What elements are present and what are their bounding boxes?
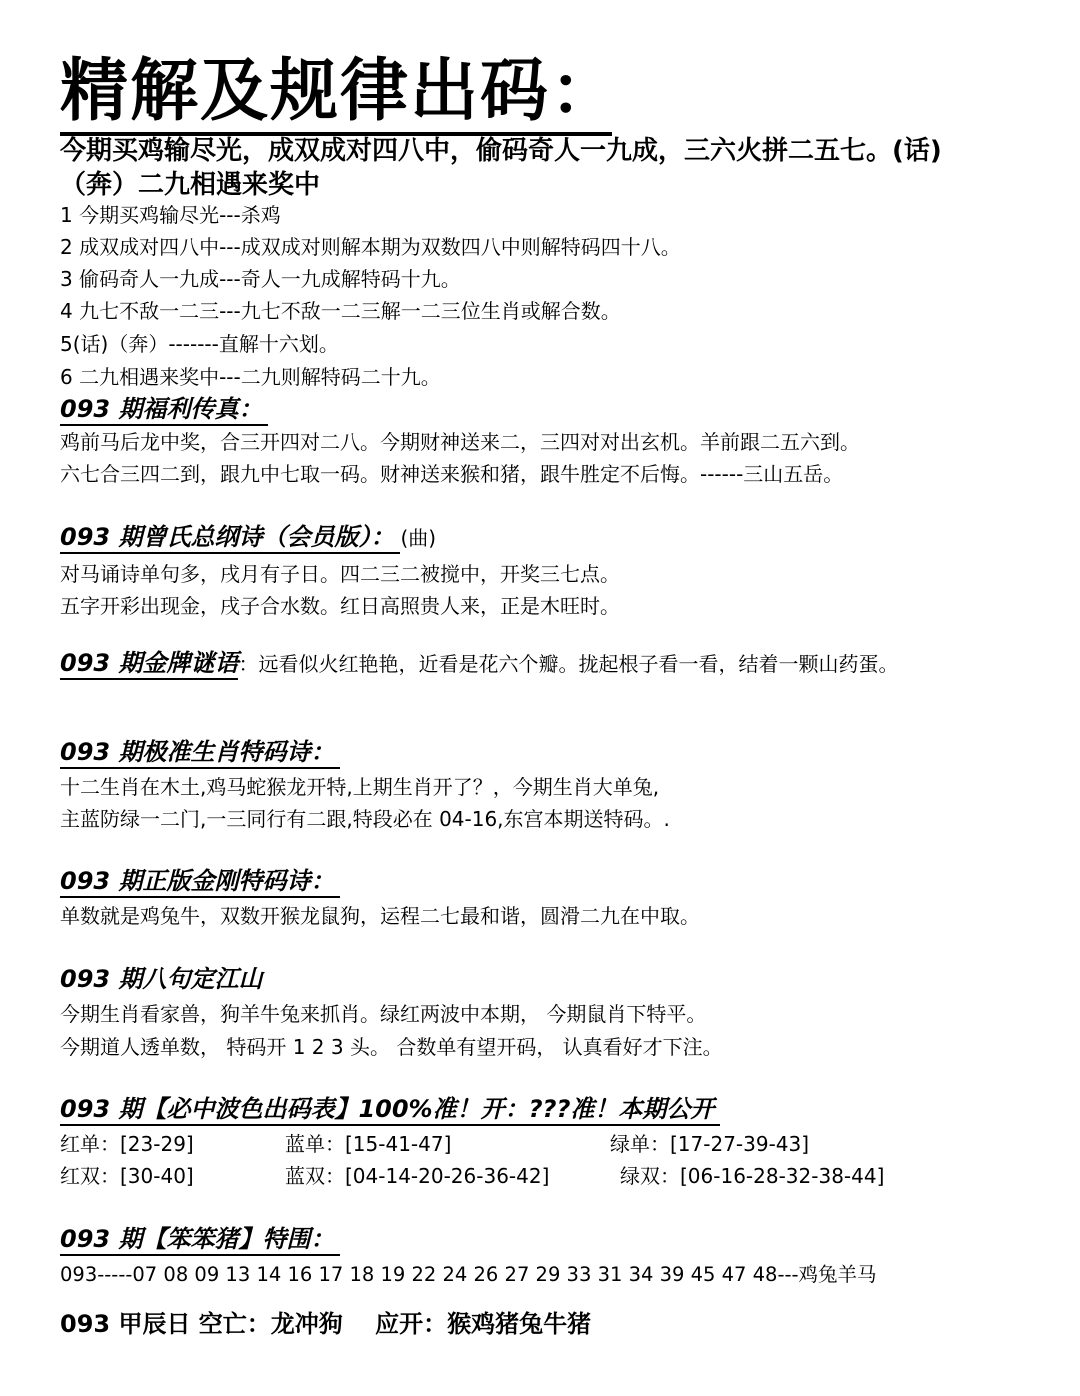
poem-line-2: （奔）二九相遇来奖中 <box>60 170 321 200</box>
riddle-row <box>60 648 898 680</box>
explain-line: 4 九七不敌一二三---九七不敌一二三解一二三位生肖或解合数。 <box>60 299 621 323</box>
blue-double: 蓝双：[04-14-20-26-36-42] <box>285 1164 550 1188</box>
bajv-line: 今期道人透单数， 特码开 1 2 3 头。 合数单有望开码， 认真看好才下注。 <box>60 1035 723 1059</box>
bajv-heading: 093 期八句定江山 <box>60 965 263 993</box>
footer-line: 093 甲辰日 空亡：龙冲狗 应开：猴鸡猪兔牛猪 <box>60 1310 592 1338</box>
riddle-heading: 093 期金牌谜语 <box>60 648 238 680</box>
explain-line: 6 二九相遇来奖中---二九则解特码二十九。 <box>60 365 441 389</box>
benzhu-heading: 093 期【笨笨猪】特围： <box>60 1224 340 1256</box>
explain-line: 5(话)（奔）-------直解十六划。 <box>60 332 339 356</box>
jingang-heading: 093 期正版金刚特码诗： <box>60 866 340 898</box>
red-double: 红双：[30-40] <box>60 1164 194 1188</box>
bajv-line: 今期生肖看家兽，狗羊牛兔来抓肖。绿红两波中本期， 今期鼠肖下特平。 <box>60 1002 707 1026</box>
cut-off-text-row <box>60 1066 680 1074</box>
blue-single: 蓝单：[15-41-47] <box>285 1132 452 1156</box>
jizhun-line: 主蓝防绿一二门,一三同行有二跟,特段必在 04-16,东宫本期送特码。. <box>60 807 670 831</box>
fuli-line: 六七合三四二到，跟九中七取一码。财神送来猴和猪，跟牛胜定不后悔。------三山五岳。 <box>60 462 844 486</box>
zeng-line: 五字开彩出现金，戌子合水数。红日高照贵人来，正是木旺时。 <box>60 594 620 618</box>
zeng-heading-row <box>60 522 436 554</box>
page-title: 精解及规律出码： <box>60 52 612 136</box>
jizhun-line: 十二生肖在木土,鸡马蛇猴龙开特,上期生肖开了？，今期生肖大单兔, <box>60 775 660 799</box>
bose-heading: 093 期【必中波色出码表】100%准！开：???准！本期公开 <box>60 1094 720 1126</box>
explain-line: 2 成双成对四八中---成双成对则解本期为双数四八中则解特码四十八。 <box>60 235 681 259</box>
fuli-heading: 093 期福利传真： <box>60 394 268 426</box>
red-single: 红单：[23-29] <box>60 1132 194 1156</box>
green-single: 绿单：[17-27-39-43] <box>610 1132 810 1156</box>
benzhu-line: 093-----07 08 09 13 14 16 17 18 19 22 24 26 27 29 33 31 34 39 45 47 48---鸡兔羊马 <box>60 1263 877 1286</box>
riddle-text: ：远看似火红艳艳，近看是花六个瓣。拢起根子看一看，结着一颗山药蛋。 <box>238 652 899 676</box>
fuli-line: 鸡前马后龙中奖，合三开四对二八。今期财神送来二，三四对对出玄机。羊前跟二五六到。 <box>60 430 860 454</box>
poem-line-1: 今期买鸡输尽光，成双成对四八中，偷码奇人一九成，三六火拼二五七。(话) <box>60 136 942 166</box>
zeng-line: 对马诵诗单句多，戌月有子日。四二三二被搅中，开奖三七点。 <box>60 562 620 586</box>
jingang-line: 单数就是鸡兔牛，双数开猴龙鼠狗，运程二七最和谐，圆滑二九在中取。 <box>60 904 700 928</box>
jizhun-heading: 093 期极准生肖特码诗： <box>60 737 340 769</box>
green-double: 绿双：[06-16-28-32-38-44] <box>620 1164 885 1188</box>
zeng-heading: 093 期曾氏总纲诗（会员版）： <box>60 522 400 554</box>
explain-line: 3 偷码奇人一九成---奇人一九成解特码十九。 <box>60 267 461 291</box>
explain-line: 1 今期买鸡输尽光---杀鸡 <box>60 203 281 227</box>
zeng-suffix: (曲) <box>400 526 437 550</box>
